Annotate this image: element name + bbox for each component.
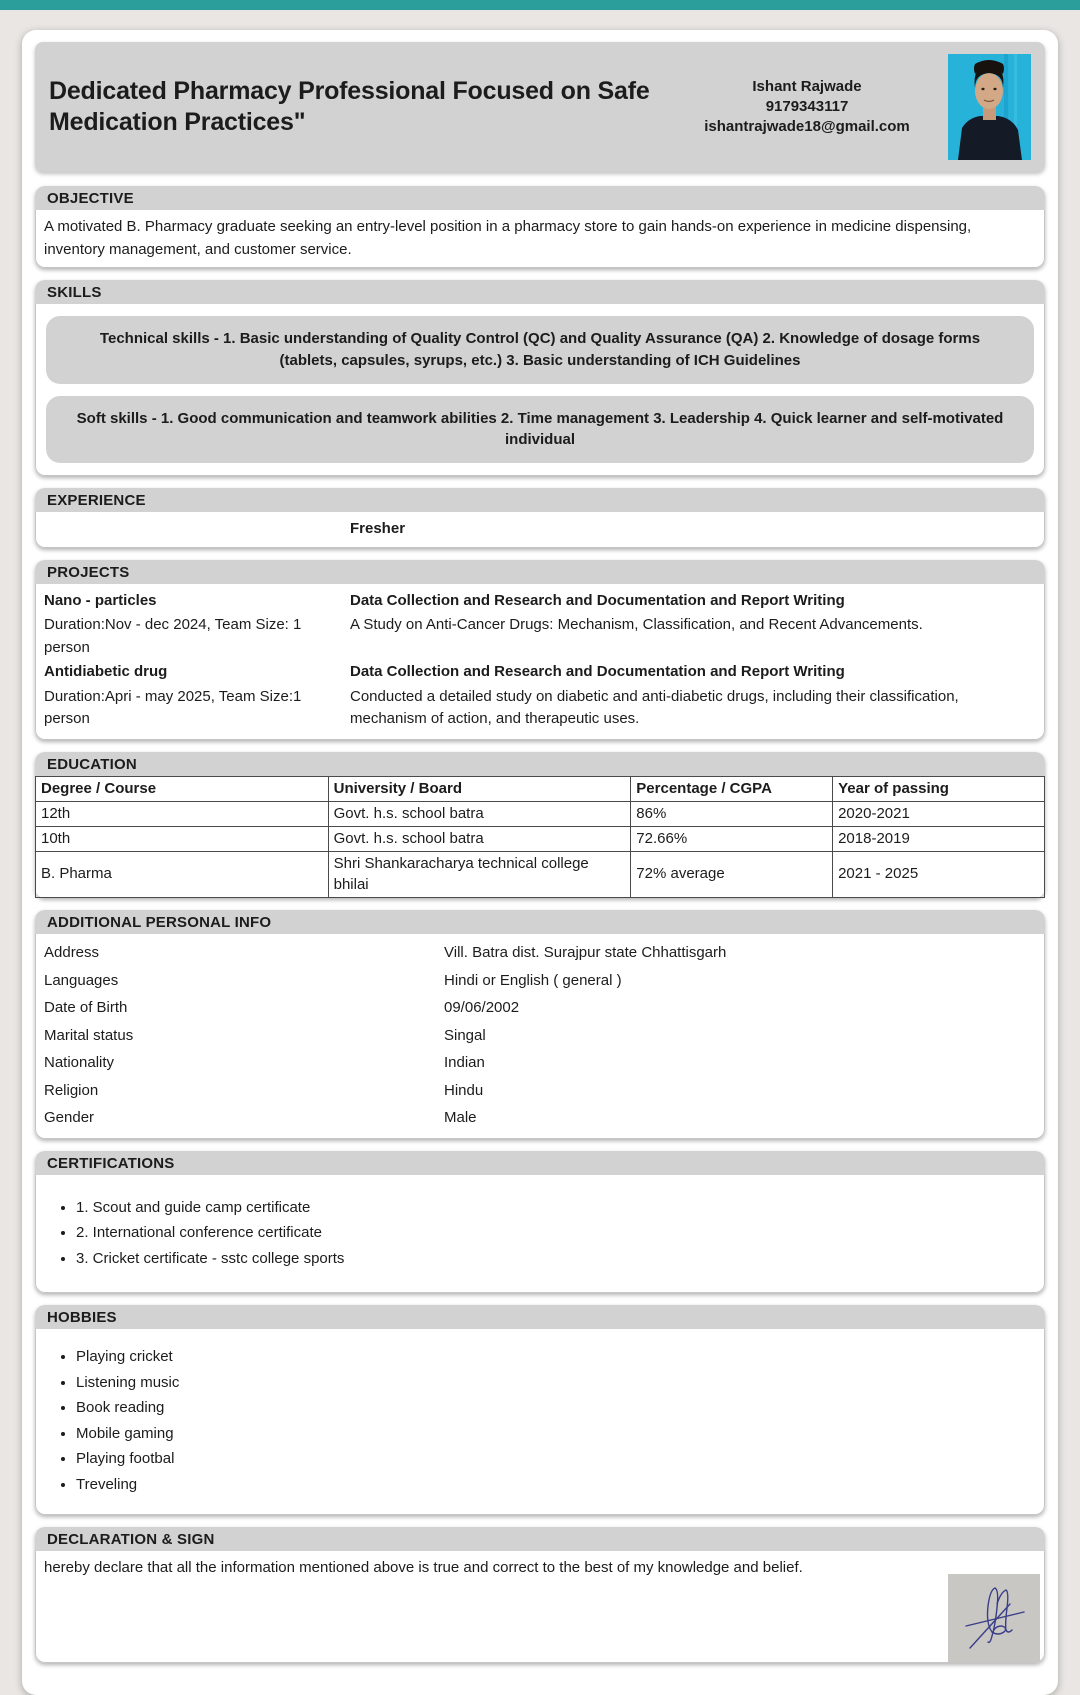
- list-item: • Book reading: [76, 1396, 1036, 1422]
- edu-degree: B. Pharma: [36, 852, 329, 898]
- declaration-text: hereby declare that all the information mentioned above is true and correct to the best of my knowledge and belief.: [44, 1558, 803, 1576]
- education-col-university: University / Board: [328, 776, 631, 801]
- section-certifications: [35, 1151, 1045, 1293]
- objective-text: A motivated B. Pharmacy graduate seeking an entry-level position in a pharmacy store to gain hands-on experience in medicine dispensing, inventory management, and customer service.: [35, 210, 1045, 268]
- list-item: • 1. Scout and guide camp certificate: [76, 1195, 1036, 1221]
- list-item: • Treveling: [76, 1472, 1036, 1498]
- personal-info-body: [35, 934, 1045, 1140]
- education-header-row: [36, 776, 1045, 801]
- list-item: [44, 1022, 1036, 1050]
- experience-body: [35, 512, 1045, 548]
- info-value: Hindu: [444, 1081, 484, 1099]
- info-label: Nationality: [44, 1054, 115, 1072]
- section-certifications-heading: CERTIFICATIONS: [35, 1151, 1045, 1175]
- section-skills: [35, 280, 1045, 476]
- table-row: [36, 827, 1045, 852]
- edu-percentage: 72.66%: [631, 827, 833, 852]
- certifications-list: [76, 1195, 1036, 1272]
- table-row: [36, 852, 1045, 898]
- info-label: Address: [44, 944, 100, 962]
- section-education-heading: EDUCATION: [35, 752, 1045, 776]
- education-body: [35, 776, 1045, 898]
- contact-block: [682, 77, 932, 138]
- list-item: • 2. International conference certificate: [76, 1221, 1036, 1247]
- list-item: • Playing footbal: [76, 1447, 1036, 1473]
- section-declaration: [35, 1527, 1045, 1663]
- list-item: [44, 940, 1036, 968]
- section-projects-heading: PROJECTS: [35, 560, 1045, 584]
- project-meta: Duration:Nov - dec 2024, Team Size: 1 person: [44, 616, 302, 656]
- info-label: Date of Birth: [44, 999, 128, 1017]
- project-title: Nano - particles: [44, 591, 157, 609]
- section-hobbies-heading: HOBBIES: [35, 1305, 1045, 1329]
- edu-university: Govt. h.s. school batra: [328, 801, 631, 826]
- list-item: [44, 1077, 1036, 1105]
- section-objective: [35, 186, 1045, 268]
- declaration-body: [35, 1551, 1045, 1663]
- info-label: Gender: [44, 1109, 95, 1127]
- profile-photo: [948, 54, 1031, 160]
- contact-phone: 9179343117: [765, 97, 849, 115]
- edu-university: Govt. h.s. school batra: [328, 827, 631, 852]
- edu-year: 2021 - 2025: [833, 852, 1045, 898]
- experience-left-spacer: [44, 518, 344, 541]
- skill-pill-soft: Soft skills - 1. Good communication and teamwork abilities 2. Time management 3. Leadership 4. Quick learner and self-motivated individual: [46, 396, 1034, 464]
- section-declaration-heading: DECLARATION & SIGN: [35, 1527, 1045, 1551]
- list-item: • Listening music: [76, 1370, 1036, 1396]
- hobbies-list: [76, 1345, 1036, 1498]
- table-row: [36, 801, 1045, 826]
- project-meta: Duration:Apri - may 2025, Team Size:1 person: [44, 687, 302, 727]
- list-item: [44, 967, 1036, 995]
- list-item: [44, 1105, 1036, 1133]
- edu-university: Shri Shankaracharya technical college bhilai: [328, 852, 631, 898]
- education-col-percentage: Percentage / CGPA: [631, 776, 833, 801]
- section-hobbies: [35, 1305, 1045, 1515]
- certifications-body: [35, 1175, 1045, 1293]
- section-skills-heading: SKILLS: [35, 280, 1045, 304]
- info-value: Indian: [444, 1054, 485, 1072]
- projects-body: [35, 584, 1045, 740]
- signature-scribble: [948, 1574, 1040, 1662]
- resume-header: [35, 42, 1045, 172]
- education-table: [35, 776, 1045, 898]
- education-col-degree: Degree / Course: [36, 776, 329, 801]
- edu-degree: 10th: [36, 827, 329, 852]
- list-item: • Playing cricket: [76, 1345, 1036, 1371]
- info-label: Languages: [44, 971, 119, 989]
- section-experience-heading: EXPERIENCE: [35, 488, 1045, 512]
- section-personal-info: [35, 910, 1045, 1140]
- experience-status: Fresher: [350, 520, 406, 537]
- info-value: Male: [444, 1109, 477, 1127]
- list-item: [44, 995, 1036, 1023]
- list-item: • 3. Cricket certificate - sstc college sports: [76, 1246, 1036, 1272]
- top-accent-bar: [0, 0, 1080, 10]
- edu-percentage: 72% average: [631, 852, 833, 898]
- project-role: Data Collection and Research and Documentation and Report Writing: [350, 663, 845, 680]
- section-personal-info-heading: ADDITIONAL PERSONAL INFO: [35, 910, 1045, 934]
- info-label: Religion: [44, 1081, 99, 1099]
- hobbies-body: [35, 1329, 1045, 1515]
- signature-image: [948, 1574, 1040, 1662]
- edu-percentage: 86%: [631, 801, 833, 826]
- project-description: Conducted a detailed study on diabetic and anti-diabetic drugs, including their classification, mechanism of action, and therapeutic uses.: [350, 687, 959, 727]
- skill-pill-technical: Technical skills - 1. Basic understanding of Quality Control (QC) and Quality Assurance (QA) 2. Knowledge of dosage forms (tablets, capsules, syrups, etc.) 3. Basic understanding of ICH Guidelines: [46, 316, 1034, 384]
- info-value: Vill. Batra dist. Surajpur state Chhattisgarh: [444, 944, 727, 962]
- resume-page: [22, 30, 1058, 1695]
- list-item: • Mobile gaming: [76, 1421, 1036, 1447]
- section-projects: [35, 560, 1045, 740]
- info-value: Hindi or English ( general ): [444, 971, 622, 989]
- info-value: Singal: [444, 1026, 486, 1044]
- edu-degree: 12th: [36, 801, 329, 826]
- project-role: Data Collection and Research and Documentation and Report Writing: [350, 591, 845, 609]
- section-objective-heading: OBJECTIVE: [35, 186, 1045, 210]
- skills-body: [35, 304, 1045, 476]
- info-value: 09/06/2002: [444, 999, 520, 1017]
- section-education: [35, 752, 1045, 898]
- edu-year: 2020-2021: [833, 801, 1045, 826]
- section-experience: [35, 488, 1045, 548]
- profile-photo-image: [948, 54, 1031, 160]
- project-title: Antidiabetic drug: [44, 663, 168, 680]
- list-item: [44, 1050, 1036, 1078]
- project-description: A Study on Anti-Cancer Drugs: Mechanism, Classification, and Recent Advancements.: [350, 616, 923, 633]
- info-label: Marital status: [44, 1026, 134, 1044]
- contact-email: ishantrajwade18@gmail.com: [704, 118, 910, 136]
- resume-title: Dedicated Pharmacy Professional Focused on Safe Medication Practices": [49, 76, 650, 136]
- edu-year: 2018-2019: [833, 827, 1045, 852]
- education-col-year: Year of passing: [833, 776, 1045, 801]
- contact-name: Ishant Rajwade: [752, 77, 862, 95]
